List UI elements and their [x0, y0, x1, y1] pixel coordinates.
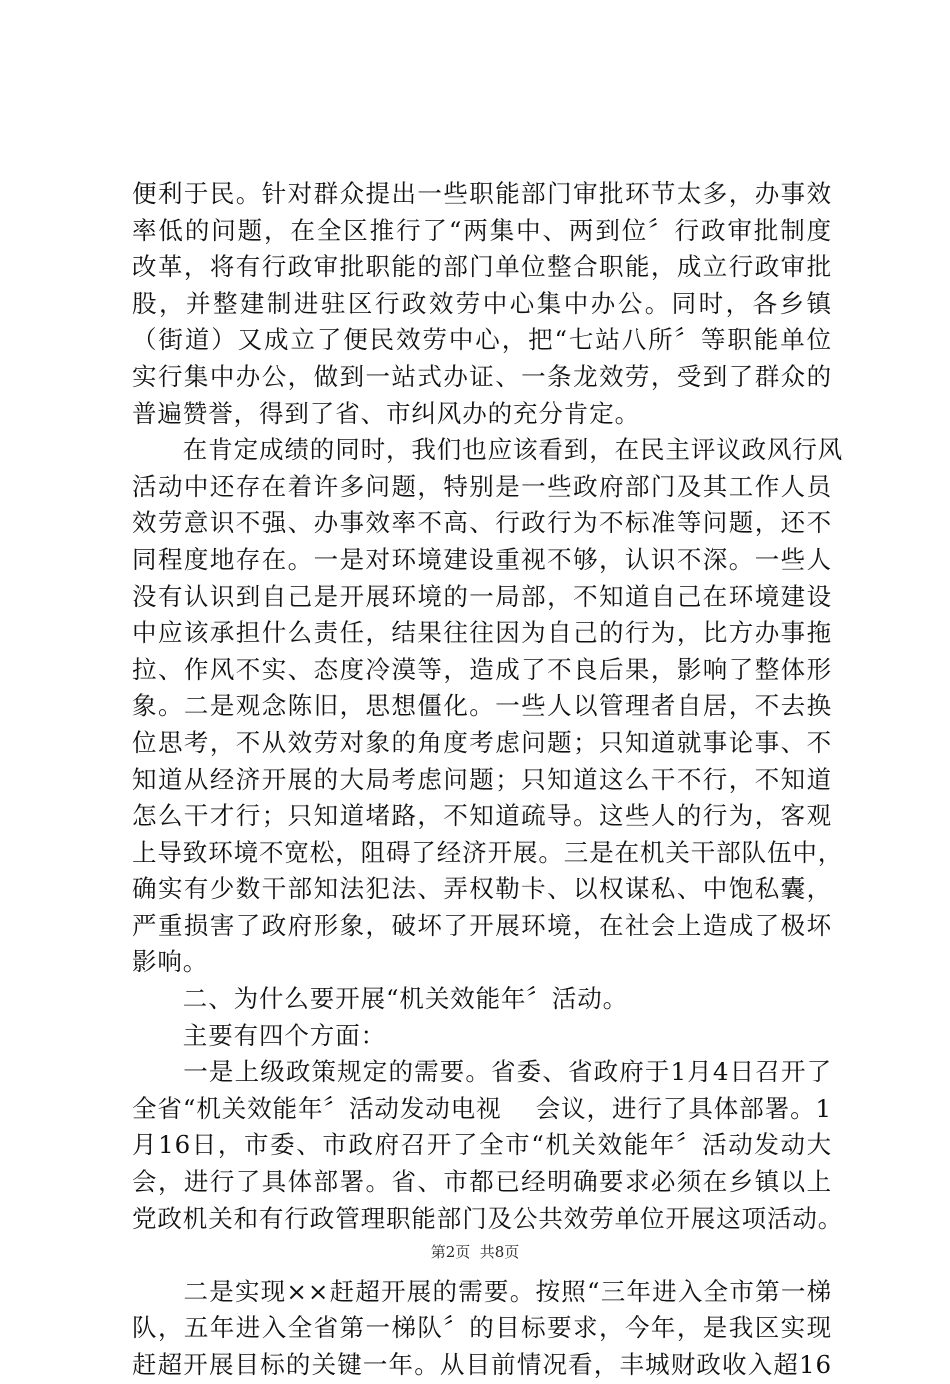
text-line: 率低的问题，在全区推行了“两集中、两到位〞行政审批制度 — [132, 215, 832, 245]
text-line: 影响。 — [132, 947, 209, 977]
text-line: 象。二是观念陈旧，思想僵化。一些人以管理者自居，不去换 — [132, 691, 832, 721]
text-line: 普遍赞誉，得到了省、市纠风办的充分肯定。 — [132, 398, 640, 428]
text-line: 党政机关和有行政管理职能部门及公共效劳单位开展这项活动。 — [132, 1203, 844, 1233]
text-line: 中应该承担什么责任，结果往往因为自己的行为，比方办事拖 — [132, 618, 832, 648]
text-line: 没有认识到自己是开展环境的一局部，不知道自己在环境建设 — [132, 581, 832, 611]
text-line: 改革，将有行政审批职能的部门单位整合职能，成立行政审批 — [132, 252, 832, 282]
text-line: 股，并整建制进驻区行政效劳中心集中办公。同时，各乡镇 — [132, 288, 832, 318]
text-line: 知道从经济开展的大局考虑问题；只知道这么干不行，不知道 — [132, 764, 832, 794]
paragraph-start-line: 一是上级政策规定的需要。省委、省政府于1月4日召开了 — [132, 1057, 832, 1087]
text-line: 队，五年进入全省第一梯队〞的目标要求，今年，是我区实现 — [132, 1313, 832, 1343]
text-line: 确实有少数干部知法犯法、弄权勒卡、以权谋私、中饱私囊， — [132, 874, 832, 904]
page-number-footer: 第2页 共8页 — [430, 1243, 520, 1261]
text-line: 怎么干才行；只知道堵路，不知道疏导。这些人的行为，客观 — [132, 801, 832, 831]
text-line: 赶超开展目标的关键一年。从目前情况看，丰城财政收入超16 — [132, 1350, 832, 1379]
text-line: 严重损害了政府形象，破坏了开展环境，在社会上造成了极坏 — [132, 910, 832, 940]
paragraph-start-line: 主要有四个方面： — [132, 1020, 386, 1050]
text-line: 效劳意识不强、办事效率不高、行政行为不标准等问题，还不 — [132, 508, 832, 538]
text-line: 拉、作风不实、态度冷漠等，造成了不良后果，影响了整体形 — [132, 654, 832, 684]
text-line: 上导致环境不宽松，阻碍了经济开展。三是在机关干部队伍中， — [132, 837, 844, 867]
document-body — [132, 176, 844, 1384]
text-line: 实行集中办公，做到一站式办证、一条龙效劳，受到了群众的 — [132, 361, 832, 391]
text-line: 活动中还存在着许多问题，特别是一些政府部门及其工作人员 — [132, 471, 832, 501]
paragraph-start-line: 二是实现××赶超开展的需要。按照“三年进入全市第一梯 — [132, 1276, 832, 1306]
section-heading: 二、为什么要开展“机关效能年〞活动。 — [132, 984, 629, 1014]
text-line: 便利于民。针对群众提出一些职能部门审批环节太多，办事效 — [132, 179, 832, 208]
text-line: （街道）又成立了便民效劳中心，把“七站八所〞等职能单位 — [132, 325, 832, 355]
paragraph-start-line: 在肯定成绩的同时，我们也应该看到，在民主评议政风行风 — [132, 435, 844, 465]
text-line: 月16日，市委、市政府召开了全市“机关效能年〞活动发动大 — [132, 1130, 832, 1160]
text-line: 同程度地存在。一是对环境建设重视不够，认识不深。一些人 — [132, 544, 832, 574]
text-line: 全省“机关效能年〞活动发动电视 会议，进行了具体部署。1 — [132, 1093, 832, 1123]
text-line: 位思考，不从效劳对象的角度考虑问题；只知道就事论事、不 — [132, 727, 832, 757]
text-line: 会，进行了具体部署。省、市都已经明确要求必须在乡镇以上 — [132, 1167, 832, 1197]
